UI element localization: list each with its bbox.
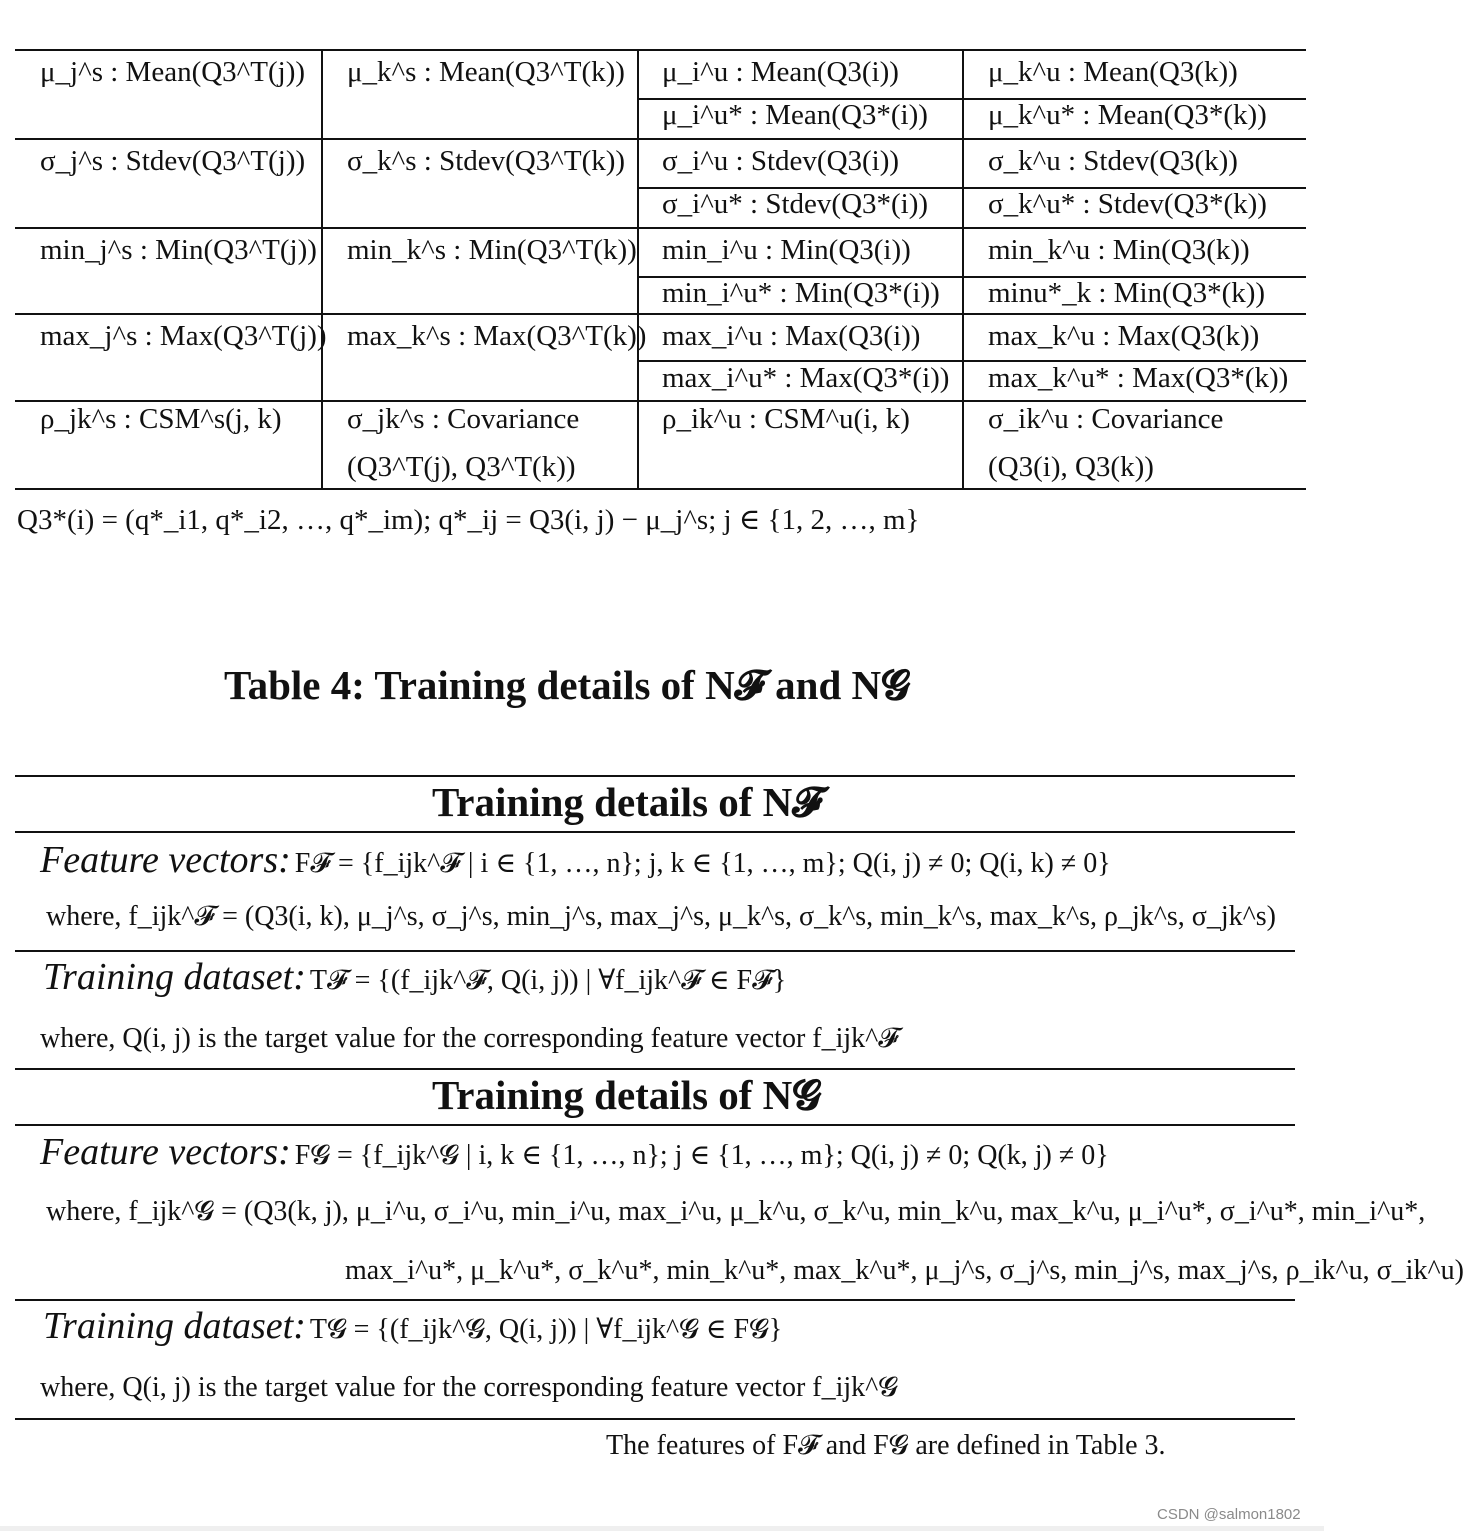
table-cell: μ_j^s : Mean(Q3^T(j)) <box>40 56 306 88</box>
table-rule <box>15 1299 1295 1301</box>
table-rule <box>15 138 1306 140</box>
table-cell: σ_jk^s : Covariance <box>347 403 580 435</box>
row-label: Training dataset: <box>43 956 306 998</box>
table-rule <box>15 313 1306 315</box>
row-formula: T𝓖 = {(f_ijk^𝓖, Q(i, j)) | ∀f_ijk^𝓖 ∈ F𝓖} <box>309 1314 783 1345</box>
row-label: Feature vectors: <box>40 1131 291 1173</box>
table-cell: max_k^u : Max(Q3(k)) <box>988 320 1260 352</box>
table-rule <box>15 950 1295 952</box>
target-note: where, Q(i, j) is the target value for the corresponding feature vector f_ijk^𝓕 <box>40 1023 899 1054</box>
section-heading: Training details of N𝓖 <box>432 1072 822 1118</box>
table-cell: max_i^u : Max(Q3(i)) <box>662 320 921 352</box>
table-cell: max_j^s : Max(Q3^T(j)) <box>40 320 327 352</box>
page-bottom-band <box>0 1526 1324 1531</box>
table-rule <box>15 227 1306 229</box>
target-note: where, Q(i, j) is the target value for the corresponding feature vector f_ijk^𝓖 <box>40 1372 898 1403</box>
training-dataset-row <box>43 1307 782 1345</box>
training-dataset-row <box>43 958 786 996</box>
table-cell: minu*_k : Min(Q3*(k)) <box>988 277 1266 309</box>
watermark: CSDN @salmon1802 <box>1157 1506 1301 1523</box>
row-formula: T𝓕 = {(f_ijk^𝓕, Q(i, j)) | ∀f_ijk^𝓕 ∈ F𝓕} <box>309 965 787 996</box>
feature-vectors-row <box>40 1133 1109 1171</box>
table-cell: min_j^s : Min(Q3^T(j)) <box>40 234 317 266</box>
table-cell: max_k^u* : Max(Q3*(k)) <box>988 362 1289 394</box>
table-rule <box>15 1418 1295 1420</box>
table-rule <box>15 775 1295 777</box>
table-cell: μ_k^s : Mean(Q3^T(k)) <box>347 56 625 88</box>
table-rule <box>15 1068 1295 1070</box>
table-cell: σ_ik^u : Covariance <box>988 403 1224 435</box>
table-rule <box>15 1124 1295 1126</box>
table-cell: σ_k^u* : Stdev(Q3*(k)) <box>988 188 1267 220</box>
table-cell: ρ_jk^s : CSM^s(j, k) <box>40 403 282 435</box>
table-rule <box>15 49 1306 51</box>
table-cell: μ_k^u : Mean(Q3(k)) <box>988 56 1238 88</box>
table-rule <box>15 400 1306 402</box>
table-cell: max_k^s : Max(Q3^T(k)) <box>347 320 647 352</box>
section-heading: Training details of N𝓕 <box>432 779 823 825</box>
table-caption: Table 4: Training details of N𝓕 and N𝓖 <box>224 662 910 708</box>
table-rule <box>637 49 639 490</box>
table-rule <box>962 49 964 490</box>
table-cell: (Q3^T(j), Q3^T(k)) <box>347 451 576 483</box>
where-row: where, f_ijk^𝓖 = (Q3(k, j), μ_i^u, σ_i^u, min_i^u, max_i^u, μ_k^u, σ_k^u, min_k^u, max_k^u, μ_i^u*, σ_i^u*, min_i^u*, <box>46 1196 1426 1227</box>
feature-vectors-row <box>40 841 1111 879</box>
row-label: Feature vectors: <box>40 839 291 881</box>
table-cell: μ_k^u* : Mean(Q3*(k)) <box>988 99 1267 131</box>
table-cell: max_i^u* : Max(Q3*(i)) <box>662 362 950 394</box>
table-cell: σ_k^s : Stdev(Q3^T(k)) <box>347 145 626 177</box>
table-cell: min_k^u : Min(Q3(k)) <box>988 234 1250 266</box>
where-row-continued: max_i^u*, μ_k^u*, σ_k^u*, min_k^u*, max_k^u*, μ_j^s, σ_j^s, min_j^s, max_j^s, ρ_ik^u, σ_ik^u) <box>345 1255 1464 1286</box>
table-rule <box>15 831 1295 833</box>
table-cell: min_i^u* : Min(Q3*(i)) <box>662 277 940 309</box>
table-cell: min_i^u : Min(Q3(i)) <box>662 234 911 266</box>
row-formula: F𝓖 = {f_ijk^𝓖 | i, k ∈ {1, …, n}; j ∈ {1, …, m}; Q(i, j) ≠ 0; Q(k, j) ≠ 0} <box>294 1140 1109 1171</box>
table-cell: σ_i^u* : Stdev(Q3*(i)) <box>662 188 929 220</box>
where-row: where, f_ijk^𝓕 = (Q3(i, k), μ_j^s, σ_j^s, min_j^s, max_j^s, μ_k^s, σ_k^s, min_k^s, max_k^s, ρ_jk^s, σ_jk^s) <box>46 901 1277 932</box>
row-formula: F𝓕 = {f_ijk^𝓕 | i ∈ {1, …, n}; j, k ∈ {1, …, m}; Q(i, j) ≠ 0; Q(i, k) ≠ 0} <box>294 848 1111 879</box>
table-rule <box>15 488 1306 490</box>
table-cell: σ_j^s : Stdev(Q3^T(j)) <box>40 145 306 177</box>
table-cell: μ_i^u* : Mean(Q3*(i)) <box>662 99 928 131</box>
table-cell: ρ_ik^u : CSM^u(i, k) <box>662 403 910 435</box>
table-rule <box>321 49 323 490</box>
table-cell: μ_i^u : Mean(Q3(i)) <box>662 56 899 88</box>
table-cell: σ_k^u : Stdev(Q3(k)) <box>988 145 1238 177</box>
table-note: Q3*(i) = (q*_i1, q*_i2, …, q*_im); q*_ij = Q3(i, j) − μ_j^s; j ∈ {1, 2, …, m} <box>17 504 920 536</box>
table-footnote: The features of F𝓕 and F𝓖 are defined in Table 3. <box>606 1430 1166 1461</box>
table-cell: σ_i^u : Stdev(Q3(i)) <box>662 145 900 177</box>
table-cell: (Q3(i), Q3(k)) <box>988 451 1154 483</box>
row-label: Training dataset: <box>43 1305 306 1347</box>
table-cell: min_k^s : Min(Q3^T(k)) <box>347 234 637 266</box>
